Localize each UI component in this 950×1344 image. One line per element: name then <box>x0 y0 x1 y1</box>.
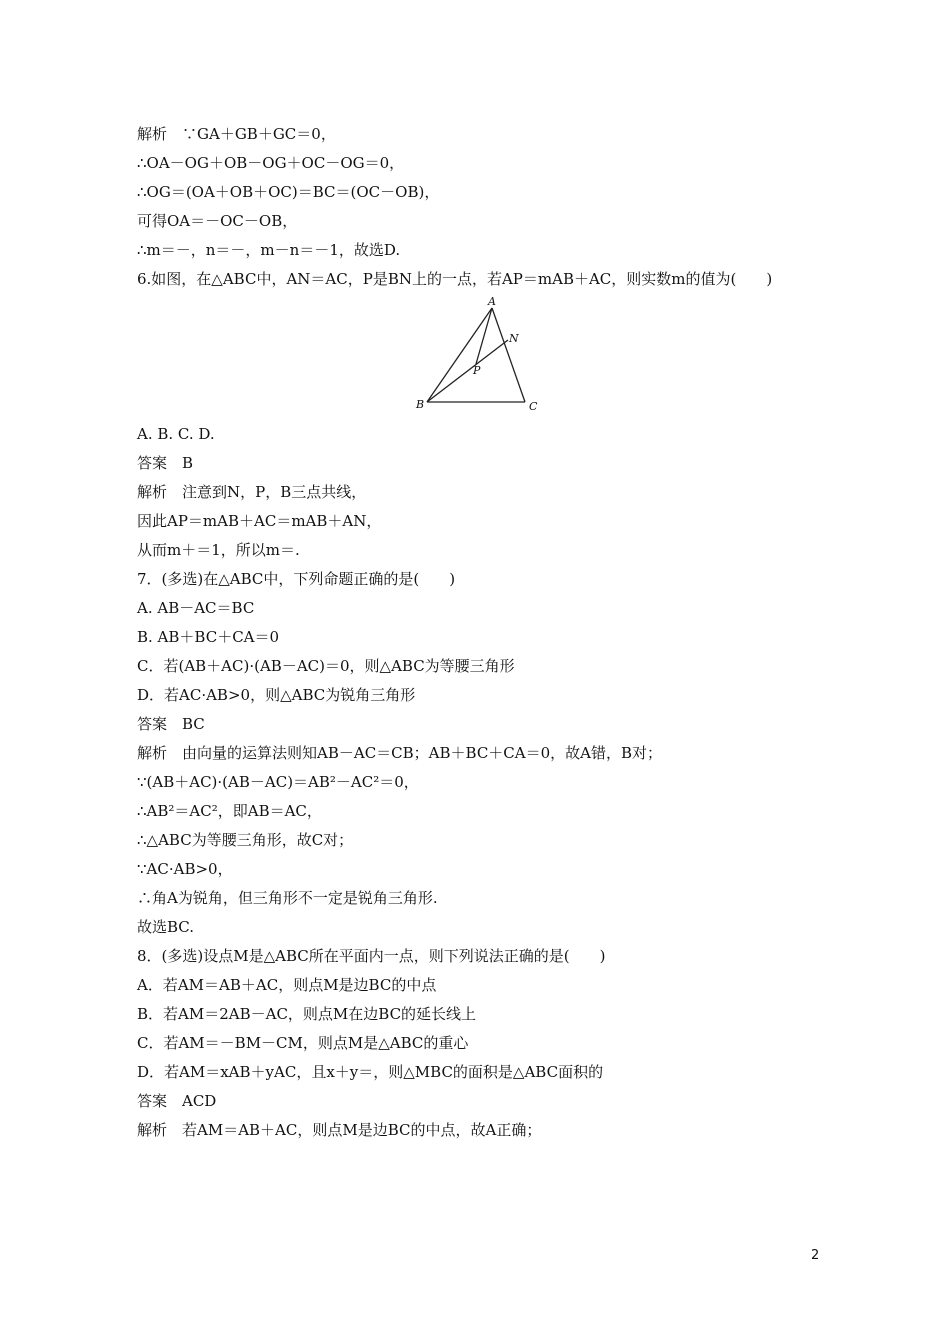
text-line: 解析 ∵GA＋GB＋GC＝0， <box>137 125 336 143</box>
option-b: B．若AM＝2AB－AC，则点M在边BC的延长线上 <box>137 1005 477 1023</box>
option-d: D．若AC·AB>0，则△ABC为锐角三角形 <box>137 686 416 704</box>
option-d: D．若AM＝xAB＋yAC，且x＋y＝，则△MBC的面积是△ABC面积的 <box>137 1063 604 1081</box>
label-b: B <box>416 398 425 411</box>
text-line: ∴角A为锐角，但三角形不一定是锐角三角形. <box>137 889 438 907</box>
text-line: ∵AC·AB>0， <box>137 860 233 878</box>
triangle-figure <box>412 296 552 416</box>
option-c: C．若(AB＋AC)·(AB－AC)＝0，则△ABC为等腰三角形 <box>137 657 515 675</box>
text-line: ∴△ABC为等腰三角形，故C对； <box>137 831 354 849</box>
answer-line: 答案 ACD <box>137 1092 217 1110</box>
text-line: ∴OG＝(OA＋OB＋OC)＝BC＝(OC－OB)， <box>137 183 440 201</box>
option-a: A. AB－AC＝BC <box>137 599 255 617</box>
label-c: C <box>529 400 538 413</box>
text-line: 因此AP＝mAB＋AC＝mAB＋AN， <box>137 512 382 530</box>
edge-ac <box>492 308 525 402</box>
options-line: A. B. C. D. <box>137 425 215 443</box>
answer-line: 答案 BC <box>137 715 205 733</box>
question-6: 6.如图，在△ABC中，AN＝AC，P是BN上的一点，若AP＝mAB＋AC，则实数m的值为( ) <box>137 270 773 288</box>
text-line: 可得OA＝－OC－OB， <box>137 212 298 230</box>
option-a: A．若AM＝AB＋AC，则点M是边BC的中点 <box>137 976 437 994</box>
label-n: N <box>509 332 519 345</box>
text-line: ∴AB²＝AC²，即AB＝AC， <box>137 802 322 820</box>
answer-line: 答案 B <box>137 454 194 472</box>
text-line: ∵(AB＋AC)·(AB－AC)＝AB²－AC²＝0， <box>137 773 419 791</box>
text-line: 解析 注意到N，P，B三点共线， <box>137 483 367 501</box>
segment-bn <box>427 340 508 402</box>
option-c: C．若AM＝－BM－CM，则点M是△ABC的重心 <box>137 1034 469 1052</box>
page-number: 2 <box>811 1248 820 1263</box>
text-line: 解析 若AM＝AB＋AC，则点M是边BC的中点，故A正确； <box>137 1121 542 1139</box>
option-b: B. AB＋BC＋CA＝0 <box>137 628 280 646</box>
text-line: 从而m＋＝1，所以m＝. <box>137 541 300 559</box>
question-8: 8．(多选)设点M是△ABC所在平面内一点，则下列说法正确的是( ) <box>137 947 606 965</box>
edge-ab <box>427 308 492 402</box>
label-p: P <box>473 364 481 377</box>
segment-ap <box>476 308 492 364</box>
label-a: A <box>488 296 496 308</box>
text-line: 故选BC. <box>137 918 195 936</box>
text-line: ∴m＝－，n＝－，m－n＝－1，故选D. <box>137 241 401 259</box>
text-line: 解析 由向量的运算法则知AB－AC＝CB；AB＋BC＋CA＝0，故A错，B对； <box>137 744 663 762</box>
text-line: ∴OA－OG＋OB－OG＋OC－OG＝0， <box>137 154 405 172</box>
question-7: 7．(多选)在△ABC中，下列命题正确的是( ) <box>137 570 456 588</box>
